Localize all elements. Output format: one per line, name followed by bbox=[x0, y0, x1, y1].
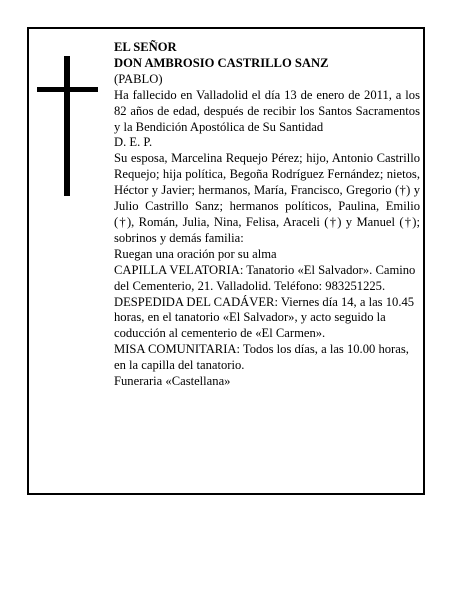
rip-line: D. E. P. bbox=[114, 135, 153, 150]
funeral-home: Funeraria «Castellana» bbox=[114, 374, 231, 389]
obituary-text bbox=[114, 40, 420, 390]
cross-icon-vertical-bar bbox=[64, 56, 70, 196]
chapel-info: CAPILLA VELATORIA: Tanatorio «El Salvador». Camino del Cementerio, 21. Valladolid. Teléfono: 983251225. bbox=[114, 262, 416, 293]
deceased-nickname: (PABLO) bbox=[114, 71, 163, 86]
death-paragraph: Ha fallecido en Valladolid el día 13 de enero de 2011, a los 82 años de edad, después de recibir los Santos Sacramentos y la Bendición Apostólica de Su Santidad bbox=[114, 87, 420, 134]
mass-info: MISA COMUNITARIA: Todos los días, a las 10.00 horas, en la capilla del tanatorio. bbox=[114, 342, 409, 373]
cross-icon-horizontal-bar bbox=[37, 87, 98, 92]
family-paragraph: Su esposa, Marcelina Requejo Pérez; hijo, Antonio Castrillo Requejo; hija política, Begoña Rodríguez Fernández; nietos, Héctor y Javier; hermanos, María, Francisco, Gregorio (†) y Julio Castrillo Sanz; hermanos políticos, Paulina, Emilio (†), Román, Julia, Nina, Felisa, Araceli (†) y Manuel (†); sobrinos y demás familia: bbox=[114, 151, 420, 245]
deceased-name: DON AMBROSIO CASTRILLO SANZ bbox=[114, 55, 329, 70]
farewell-info: DESPEDIDA DEL CADÁVER: Viernes día 14, a las 10.45 horas, en el tanatorio «El Salvador», y acto seguido la coducción al cementerio de «El Carmen». bbox=[114, 294, 415, 341]
title-line-1: EL SEÑOR bbox=[114, 40, 177, 54]
prayer-request: Ruegan una oración por su alma bbox=[114, 246, 277, 261]
